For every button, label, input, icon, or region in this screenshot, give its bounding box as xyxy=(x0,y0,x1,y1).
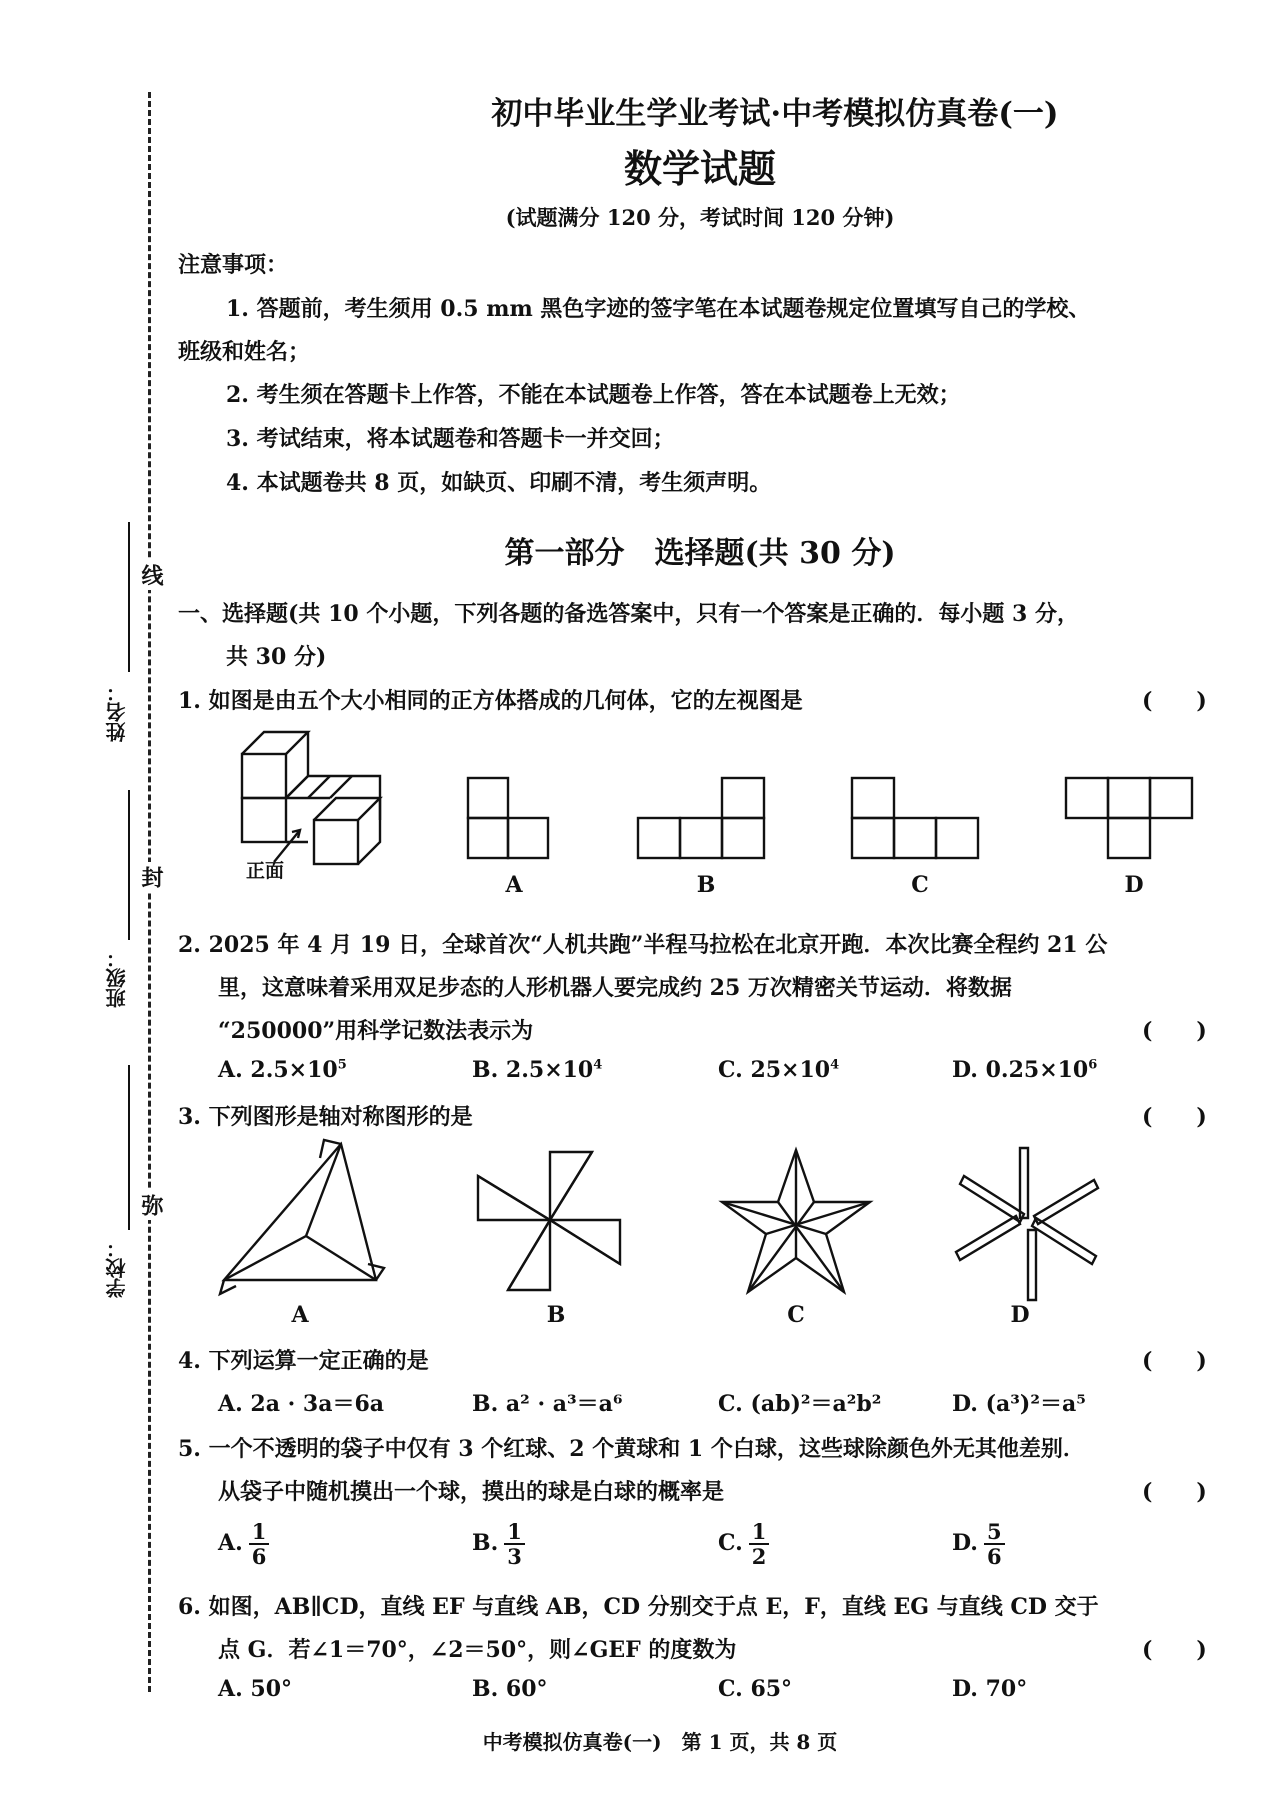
q5-line1: 5. 一个不透明的袋子中仅有 3 个红球、2 个黄球和 1 个白球，这些球除颜色外无其他差别． xyxy=(178,1436,1085,1462)
q1-text: 1. 如图是由五个大小相同的正方体搭成的几何体，它的左视图是 xyxy=(178,688,803,714)
subject-title: 数学试题 xyxy=(623,146,776,191)
notice-item-1: 1. 答题前，考生须用 0.5 mm 黑色字迹的签字笔在本试题卷规定位置填写自己的学校、 xyxy=(226,296,1091,322)
q4-answer-paren[interactable]: ( ) xyxy=(1142,1348,1207,1374)
q6-option-b[interactable]: B. 60° xyxy=(472,1676,548,1702)
binding-mark-bind: 弥 xyxy=(136,1190,167,1220)
q3-option-d-figure xyxy=(950,1144,1100,1304)
q2-line1: 2. 2025 年 4 月 19 日，全球首次“人机共跑”半程马拉松在北京开跑．本次比赛全程约 21 公 xyxy=(178,932,1108,958)
binding-mark-line: 线 xyxy=(136,560,167,590)
q5-option-c[interactable]: C. $\frac{1}{2}$ xyxy=(718,1520,769,1568)
name-field-line[interactable] xyxy=(128,522,130,672)
q3-option-a-label[interactable]: A xyxy=(291,1302,309,1328)
q1-solid-figure xyxy=(230,722,400,862)
exam-info: (试题满分 120 分，考试时间 120 分钟) xyxy=(505,205,895,230)
q1-option-d-label[interactable]: D xyxy=(1124,872,1144,898)
q2-option-b[interactable]: B. $2.5\times 10^4$ xyxy=(472,1057,603,1083)
q4-option-b[interactable]: B. a² · a³＝a⁶ xyxy=(472,1391,623,1417)
section-instructions-1: 一、选择题(共 10 个小题，下列各题的备选答案中，只有一个答案是正确的．每小题 3 分， xyxy=(178,601,1079,627)
q6-line2: 点 G．若∠1＝70°，∠2＝50°，则∠GEF 的度数为 xyxy=(218,1637,737,1663)
binding-dashed-line xyxy=(148,92,151,1692)
notice-item-3: 3. 考试结束，将本试题卷和答题卡一并交回； xyxy=(226,426,675,452)
q2-line2: 里，这意味着采用双足步态的人形机器人要完成约 25 万次精密关节运动．将数据 xyxy=(218,975,1012,1001)
q5-option-d[interactable]: D. $\frac{5}{6}$ xyxy=(952,1520,1005,1568)
q4-option-a[interactable]: A. 2a · 3a＝6a xyxy=(218,1391,385,1417)
q1-option-a-label[interactable]: A xyxy=(505,872,523,898)
class-field-line[interactable] xyxy=(128,790,130,940)
q6-option-a[interactable]: A. 50° xyxy=(218,1676,293,1702)
school-label: 学校： xyxy=(105,1238,129,1298)
class-label: 班级： xyxy=(105,948,129,1008)
q1-option-b-label[interactable]: B xyxy=(696,872,716,898)
q3-option-c-label[interactable]: C xyxy=(787,1302,805,1328)
q2-answer-paren[interactable]: ( ) xyxy=(1142,1018,1207,1044)
q5-option-b[interactable]: B. $\frac{1}{3}$ xyxy=(472,1520,525,1568)
page-footer: 中考模拟仿真卷(一) 第 1 页，共 8 页 xyxy=(482,1730,838,1754)
q3-option-d-label[interactable]: D xyxy=(1010,1302,1030,1328)
q6-option-d[interactable]: D. 70° xyxy=(952,1676,1028,1702)
q5-answer-paren[interactable]: ( ) xyxy=(1142,1479,1207,1505)
q3-option-c-figure xyxy=(716,1146,876,1298)
section-instructions-2: 共 30 分) xyxy=(226,644,327,670)
q1-option-d-figure xyxy=(1064,776,1204,866)
q1-option-a-figure xyxy=(466,776,556,866)
q6-line1: 6. 如图，AB∥CD，直线 EF 与直线 AB，CD 分别交于点 E，F，直线 EG 与直线 CD 交于 xyxy=(178,1594,1099,1620)
q2-line3: “250000”用科学记数法表示为 xyxy=(218,1018,534,1044)
q2-option-c[interactable]: C. $25\times 10^4$ xyxy=(718,1057,840,1083)
q3-option-b-label[interactable]: B xyxy=(546,1302,566,1328)
q3-answer-paren[interactable]: ( ) xyxy=(1142,1104,1207,1130)
part1-title: 第一部分 选择题(共 30 分) xyxy=(504,536,896,571)
q5-option-a[interactable]: A. $\frac{1}{6}$ xyxy=(218,1520,269,1568)
q1-answer-paren[interactable]: ( ) xyxy=(1142,688,1207,714)
q3-option-a-figure xyxy=(216,1140,386,1300)
binding-mark-seal: 封 xyxy=(136,862,167,892)
notice-item-4: 4. 本试题卷共 8 页，如缺页、印刷不清，考生须声明。 xyxy=(226,470,772,496)
notice-item-1-cont: 班级和姓名； xyxy=(178,339,311,365)
q1-option-b-figure xyxy=(636,776,776,866)
exam-title: 初中毕业生学业考试·中考模拟仿真卷(一) xyxy=(491,96,1059,132)
q2-option-d[interactable]: D. $0.25\times 10^6$ xyxy=(952,1057,1098,1083)
q4-option-c[interactable]: C. (ab)²＝a²b² xyxy=(718,1391,882,1417)
notice-heading: 注意事项： xyxy=(178,252,289,278)
q4-option-d[interactable]: D. (a³)²＝a⁵ xyxy=(952,1391,1086,1417)
q5-line2: 从袋子中随机摸出一个球，摸出的球是白球的概率是 xyxy=(218,1479,725,1505)
name-label: 姓名： xyxy=(105,682,129,742)
school-field-line[interactable] xyxy=(128,1065,130,1230)
q4-text: 4. 下列运算一定正确的是 xyxy=(178,1348,429,1374)
q3-option-b-figure xyxy=(470,1148,630,1298)
exam-title-wrap xyxy=(390,88,1160,133)
q6-option-c[interactable]: C. 65° xyxy=(718,1676,793,1702)
q3-text: 3. 下列图形是轴对称图形的是 xyxy=(178,1104,473,1130)
q2-option-a[interactable]: A. $2.5\times 10^5$ xyxy=(218,1057,347,1083)
q1-option-c-label[interactable]: C xyxy=(911,872,929,898)
q1-front-label: 正面 xyxy=(246,860,285,882)
q1-option-c-figure xyxy=(850,776,990,866)
q6-answer-paren[interactable]: ( ) xyxy=(1142,1637,1207,1663)
notice-item-2: 2. 考生须在答题卡上作答，不能在本试题卷上作答，答在本试题卷上无效； xyxy=(226,382,961,408)
subject-title-wrap xyxy=(520,138,880,193)
